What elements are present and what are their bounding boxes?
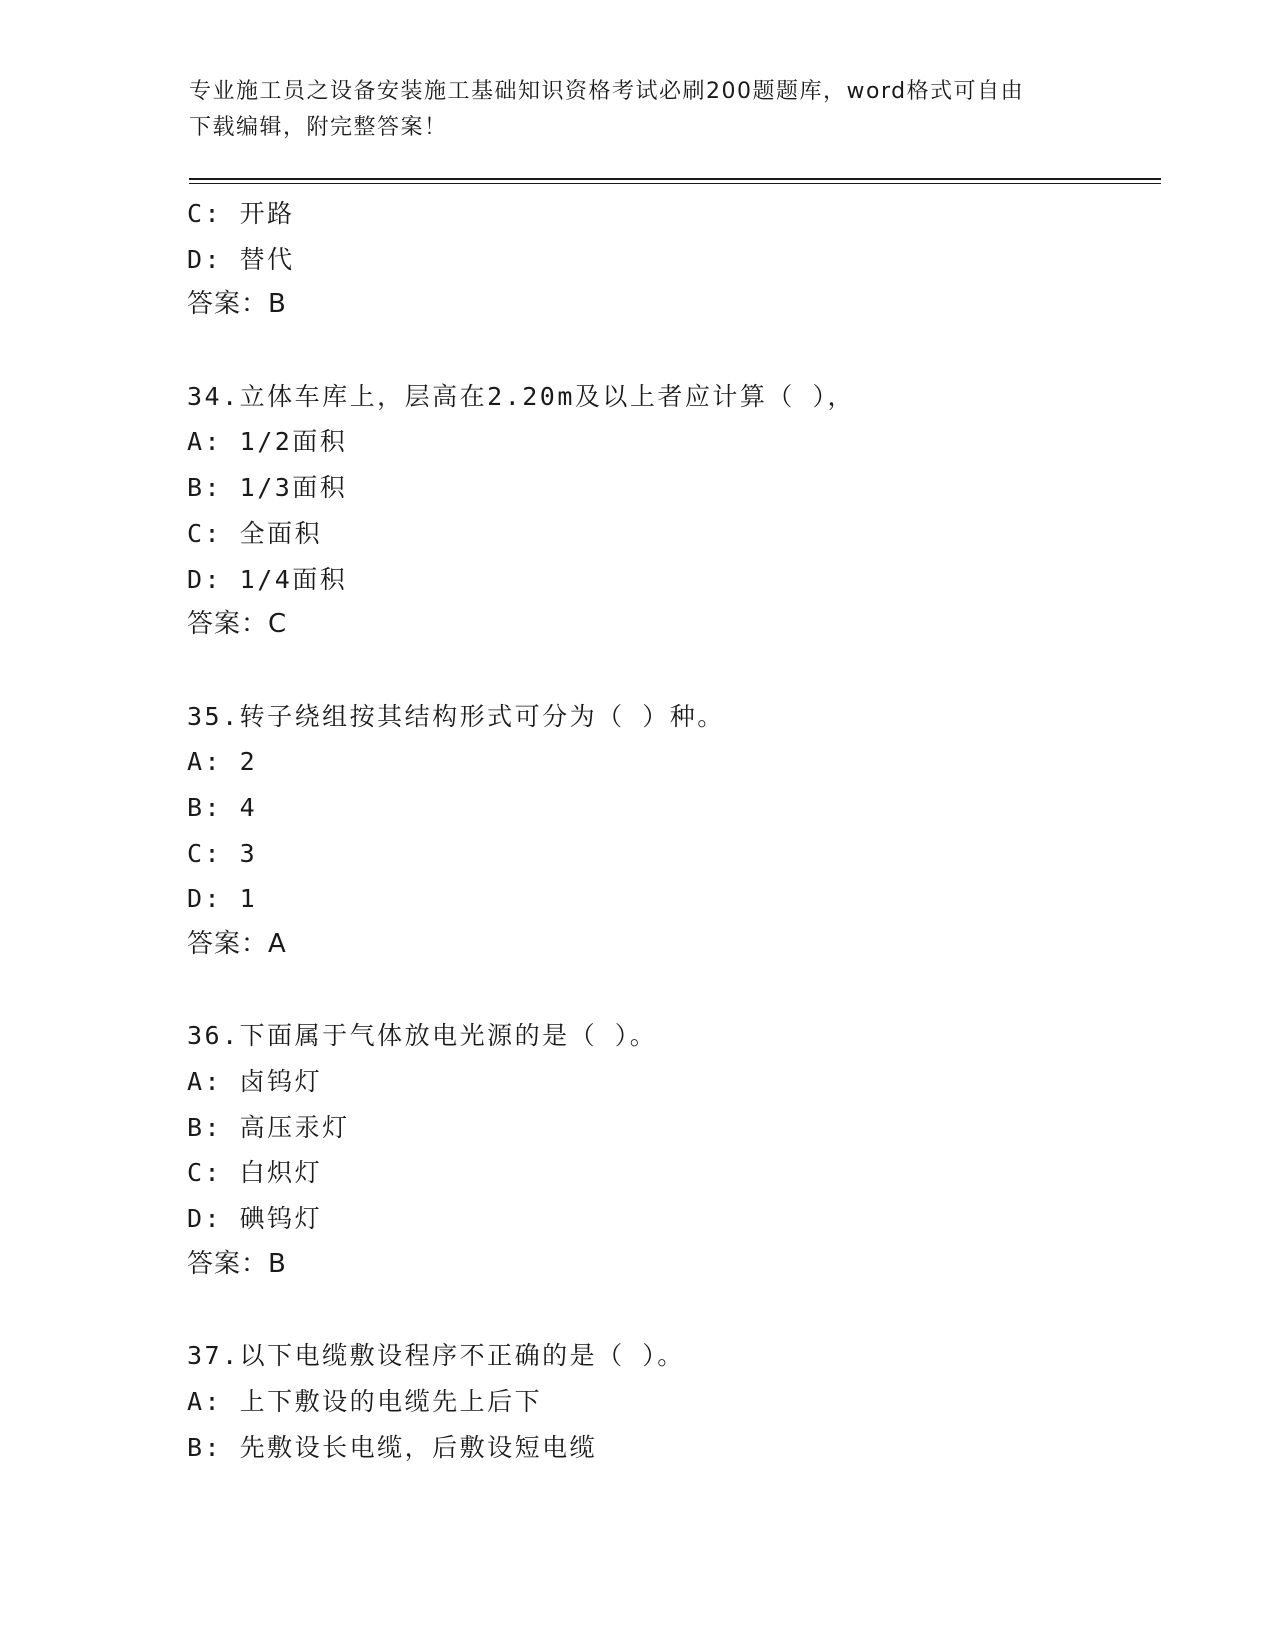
option-line: C: 3 (187, 838, 258, 868)
option-line: C: 白炽灯 (187, 1158, 323, 1188)
document-header (189, 74, 1079, 146)
option-line: D: 替代 (187, 244, 295, 274)
question-text: 37.以下电缆敷设程序不正确的是（ ）。 (187, 1341, 685, 1371)
option-line: A: 1/2面积 (187, 427, 348, 457)
option-line: D: 1 (187, 884, 258, 914)
question-text: 34.立体车库上，层高在2.20m及以上者应计算（ ）， (187, 381, 855, 411)
answer-line: 答案：A (187, 929, 287, 959)
option-line: C: 开路 (187, 199, 295, 228)
answer-line: 答案：B (187, 1248, 287, 1279)
question-text: 35.转子绕组按其结构形式可分为（ ）种。 (187, 701, 725, 731)
blank-line (187, 1288, 1147, 1334)
option-line: B: 1/3面积 (187, 473, 348, 503)
option-line: C: 全面积 (187, 518, 323, 548)
header-line-2: 下载编辑，附完整答案！ (189, 115, 448, 140)
option-line: D: 1/4面积 (187, 564, 348, 594)
option-line: A: 上下敷设的电缆先上后下 (187, 1386, 543, 1416)
blank-line (187, 648, 1147, 694)
option-line: B: 高压汞灯 (187, 1112, 350, 1142)
option-line: B: 4 (187, 792, 258, 822)
option-line: A: 2 (187, 747, 258, 777)
header-line-1: 专业施工员之设备安装施工基础知识资格考试必刷200题题库，word格式可自由 (189, 79, 1025, 104)
question-text: 36.下面属于气体放电光源的是（ ）。 (187, 1021, 658, 1051)
answer-line: 答案：B (187, 289, 287, 320)
option-line: B: 先敷设长电缆，后敷设短电缆 (187, 1432, 598, 1462)
option-line: D: 碘钨灯 (187, 1204, 323, 1234)
header-divider-thin (189, 183, 1161, 184)
header-divider-thick (189, 178, 1161, 180)
answer-line: 答案：C (187, 609, 288, 640)
question-content (187, 191, 1147, 1470)
option-line: A: 卤钨灯 (187, 1067, 323, 1097)
blank-line (187, 968, 1147, 1014)
blank-line (187, 328, 1147, 374)
